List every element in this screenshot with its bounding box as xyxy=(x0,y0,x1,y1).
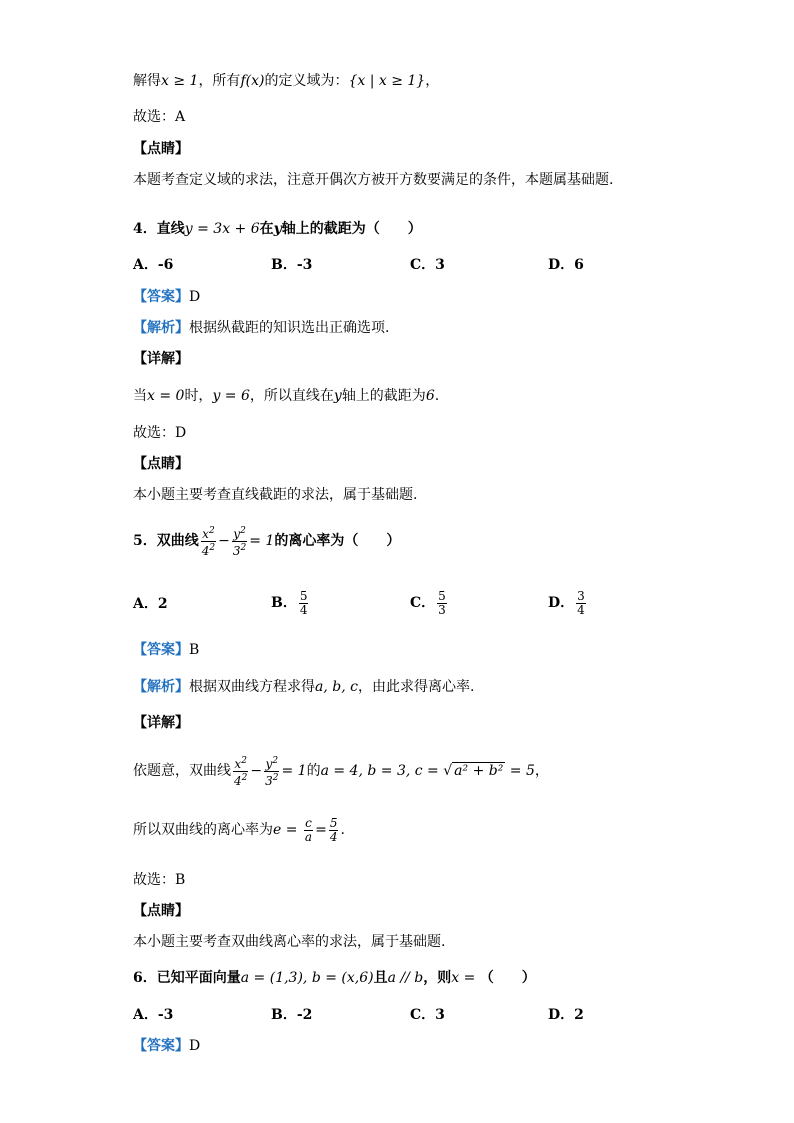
q4-choice: 故选：D xyxy=(133,425,187,441)
q6-answer xyxy=(133,1036,200,1056)
math: x ≥ 1 xyxy=(161,73,199,89)
text: 的离心率为（ ） xyxy=(274,533,401,549)
q5-answer xyxy=(133,640,199,660)
answer-label: 【答案】 xyxy=(133,1038,189,1054)
math: y xyxy=(273,221,282,237)
q5-stem: 5．双曲线 $\frac{x^2}{4^2}$ − $\frac{y^2}{3^2}$ = 1的离心率为（ ） xyxy=(133,525,401,558)
q3-dianjing-text: 本题考查定义域的求法，注意开偶次方被开方数要满足的条件，本题属基础题. xyxy=(133,172,614,188)
q4-dianjing-label: 【点睛】 xyxy=(133,456,189,472)
option-label: B． xyxy=(271,595,297,611)
text: ， xyxy=(425,73,440,89)
text: （ ） xyxy=(479,970,536,986)
answer-label: 【答案】 xyxy=(133,289,189,305)
math: a = (1,3), b = (x,6) xyxy=(240,970,374,986)
answer-value: D xyxy=(189,289,201,305)
math: y = 6 xyxy=(212,388,250,404)
q4-option-b: B．-3 xyxy=(271,257,313,273)
math: f(x) xyxy=(240,73,265,89)
math: e = xyxy=(273,822,302,838)
answer-value: B xyxy=(189,642,200,658)
math: = 5 xyxy=(505,763,535,779)
fraction: $\frac{c}{a}$ xyxy=(304,815,313,844)
q3-dianjing-label: 【点睛】 xyxy=(133,141,189,157)
q5-option-d xyxy=(548,584,588,622)
text: ，则 xyxy=(423,970,452,986)
q3-solve-line xyxy=(133,71,439,91)
math: x = xyxy=(451,970,480,986)
text: 轴上的截距为 xyxy=(341,388,426,404)
q5-xiangjie-label: 【详解】 xyxy=(133,715,189,731)
math: a // b xyxy=(387,970,424,986)
text: 在 xyxy=(259,221,274,237)
q5-choice: 故选：B xyxy=(133,872,186,888)
fraction: $\frac{5}{3}$ xyxy=(438,588,446,617)
q4-xiangjie-label: 【详解】 xyxy=(133,351,189,367)
text: . xyxy=(340,822,345,838)
fraction: $\frac{x^2}{4^2}$ xyxy=(234,755,248,788)
text: ，由此求得离心率. xyxy=(357,679,475,695)
q4-jiexi xyxy=(133,318,389,338)
text: 所以双曲线的离心率为 xyxy=(133,822,273,838)
text: ，所以直线在 xyxy=(249,388,334,404)
text: 直线 xyxy=(156,221,185,237)
text: 当 xyxy=(133,388,147,404)
q4-option-c: C．3 xyxy=(410,257,445,273)
answer-label: 【答案】 xyxy=(133,642,189,658)
q5-dianjing-label: 【点睛】 xyxy=(133,903,189,919)
q4-dianjing-text: 本小题主要考查直线截距的求法，属于基础题. xyxy=(133,487,418,503)
question-number: 6． xyxy=(133,970,157,986)
text: ，所有 xyxy=(198,73,241,89)
fraction: $\frac{3}{4}$ xyxy=(577,588,585,617)
math: {x | x ≥ 1} xyxy=(348,73,426,89)
text: 解得 xyxy=(133,73,161,89)
q4-option-d: D．6 xyxy=(548,257,584,273)
q5-detail2: 所以双曲线的离心率为e = $\frac{c}{a}$ = $\frac{5}{4}$ . xyxy=(133,815,345,844)
jiexi-label: 【解析】 xyxy=(133,320,189,336)
option-label: D． xyxy=(548,595,575,611)
q6-stem xyxy=(133,968,536,988)
q6-option-b: B．-2 xyxy=(271,1007,313,1023)
q5-option-c xyxy=(410,584,449,622)
q6-option-d: D．2 xyxy=(548,1007,584,1023)
option-label: C． xyxy=(410,595,436,611)
math: y xyxy=(333,388,342,404)
q6-option-a: A．-3 xyxy=(133,1007,174,1023)
text: 轴上的截距为（ ） xyxy=(281,221,422,237)
q3-choice: 故选：A xyxy=(133,109,186,125)
text: 且 xyxy=(373,970,388,986)
jiexi-label: 【解析】 xyxy=(133,679,189,695)
q5-detail1: 依题意，双曲线 $\frac{x^2}{4^2}$ − $\frac{y^2}{3^2}$ = 1的a = 4, b = 3, c = √ a² + b² = 5， xyxy=(133,755,549,788)
q4-option-a: A．-6 xyxy=(133,257,174,273)
math: a = 4, b = 3, c = xyxy=(320,763,444,779)
math: 6 xyxy=(425,388,435,404)
q5-option-b xyxy=(271,584,310,622)
q6-option-c: C．3 xyxy=(410,1007,445,1023)
text: 的 xyxy=(306,763,321,779)
math: y = 3x + 6 xyxy=(184,221,260,237)
fraction: $\frac{x^2}{4^2}$ xyxy=(201,525,216,558)
text: 已知平面向量 xyxy=(156,970,241,986)
math: x = 0 xyxy=(147,388,185,404)
text: 根据双曲线方程求得 xyxy=(189,679,315,695)
fraction: $\frac{5}{4}$ xyxy=(329,815,338,844)
text: . xyxy=(434,388,440,404)
question-number: 4． xyxy=(133,221,157,237)
q5-jiexi xyxy=(133,677,474,697)
q5-dianjing-text: 本小题主要考查双曲线离心率的求法，属于基础题. xyxy=(133,934,446,950)
q4-answer xyxy=(133,287,200,307)
q4-detail xyxy=(133,386,439,406)
jiexi-text: 根据纵截距的知识选出正确选项. xyxy=(189,320,390,336)
sqrt: a² + b² xyxy=(454,763,504,779)
fraction: $\frac{y^2}{3^2}$ xyxy=(265,755,279,788)
text: 的定义域为： xyxy=(264,73,349,89)
text: ， xyxy=(534,763,549,779)
q5-option-a: A．2 xyxy=(133,596,168,612)
text: 时， xyxy=(184,388,213,404)
answer-value: D xyxy=(189,1038,201,1054)
fraction: $\frac{5}{4}$ xyxy=(299,588,308,617)
question-number: 5． xyxy=(133,533,157,549)
text: 双曲线 xyxy=(156,533,199,549)
text: 依题意，双曲线 xyxy=(133,763,231,779)
math: a, b, c xyxy=(315,679,358,695)
q4-stem xyxy=(133,219,422,239)
fraction: $\frac{y^2}{3^2}$ xyxy=(232,525,247,558)
